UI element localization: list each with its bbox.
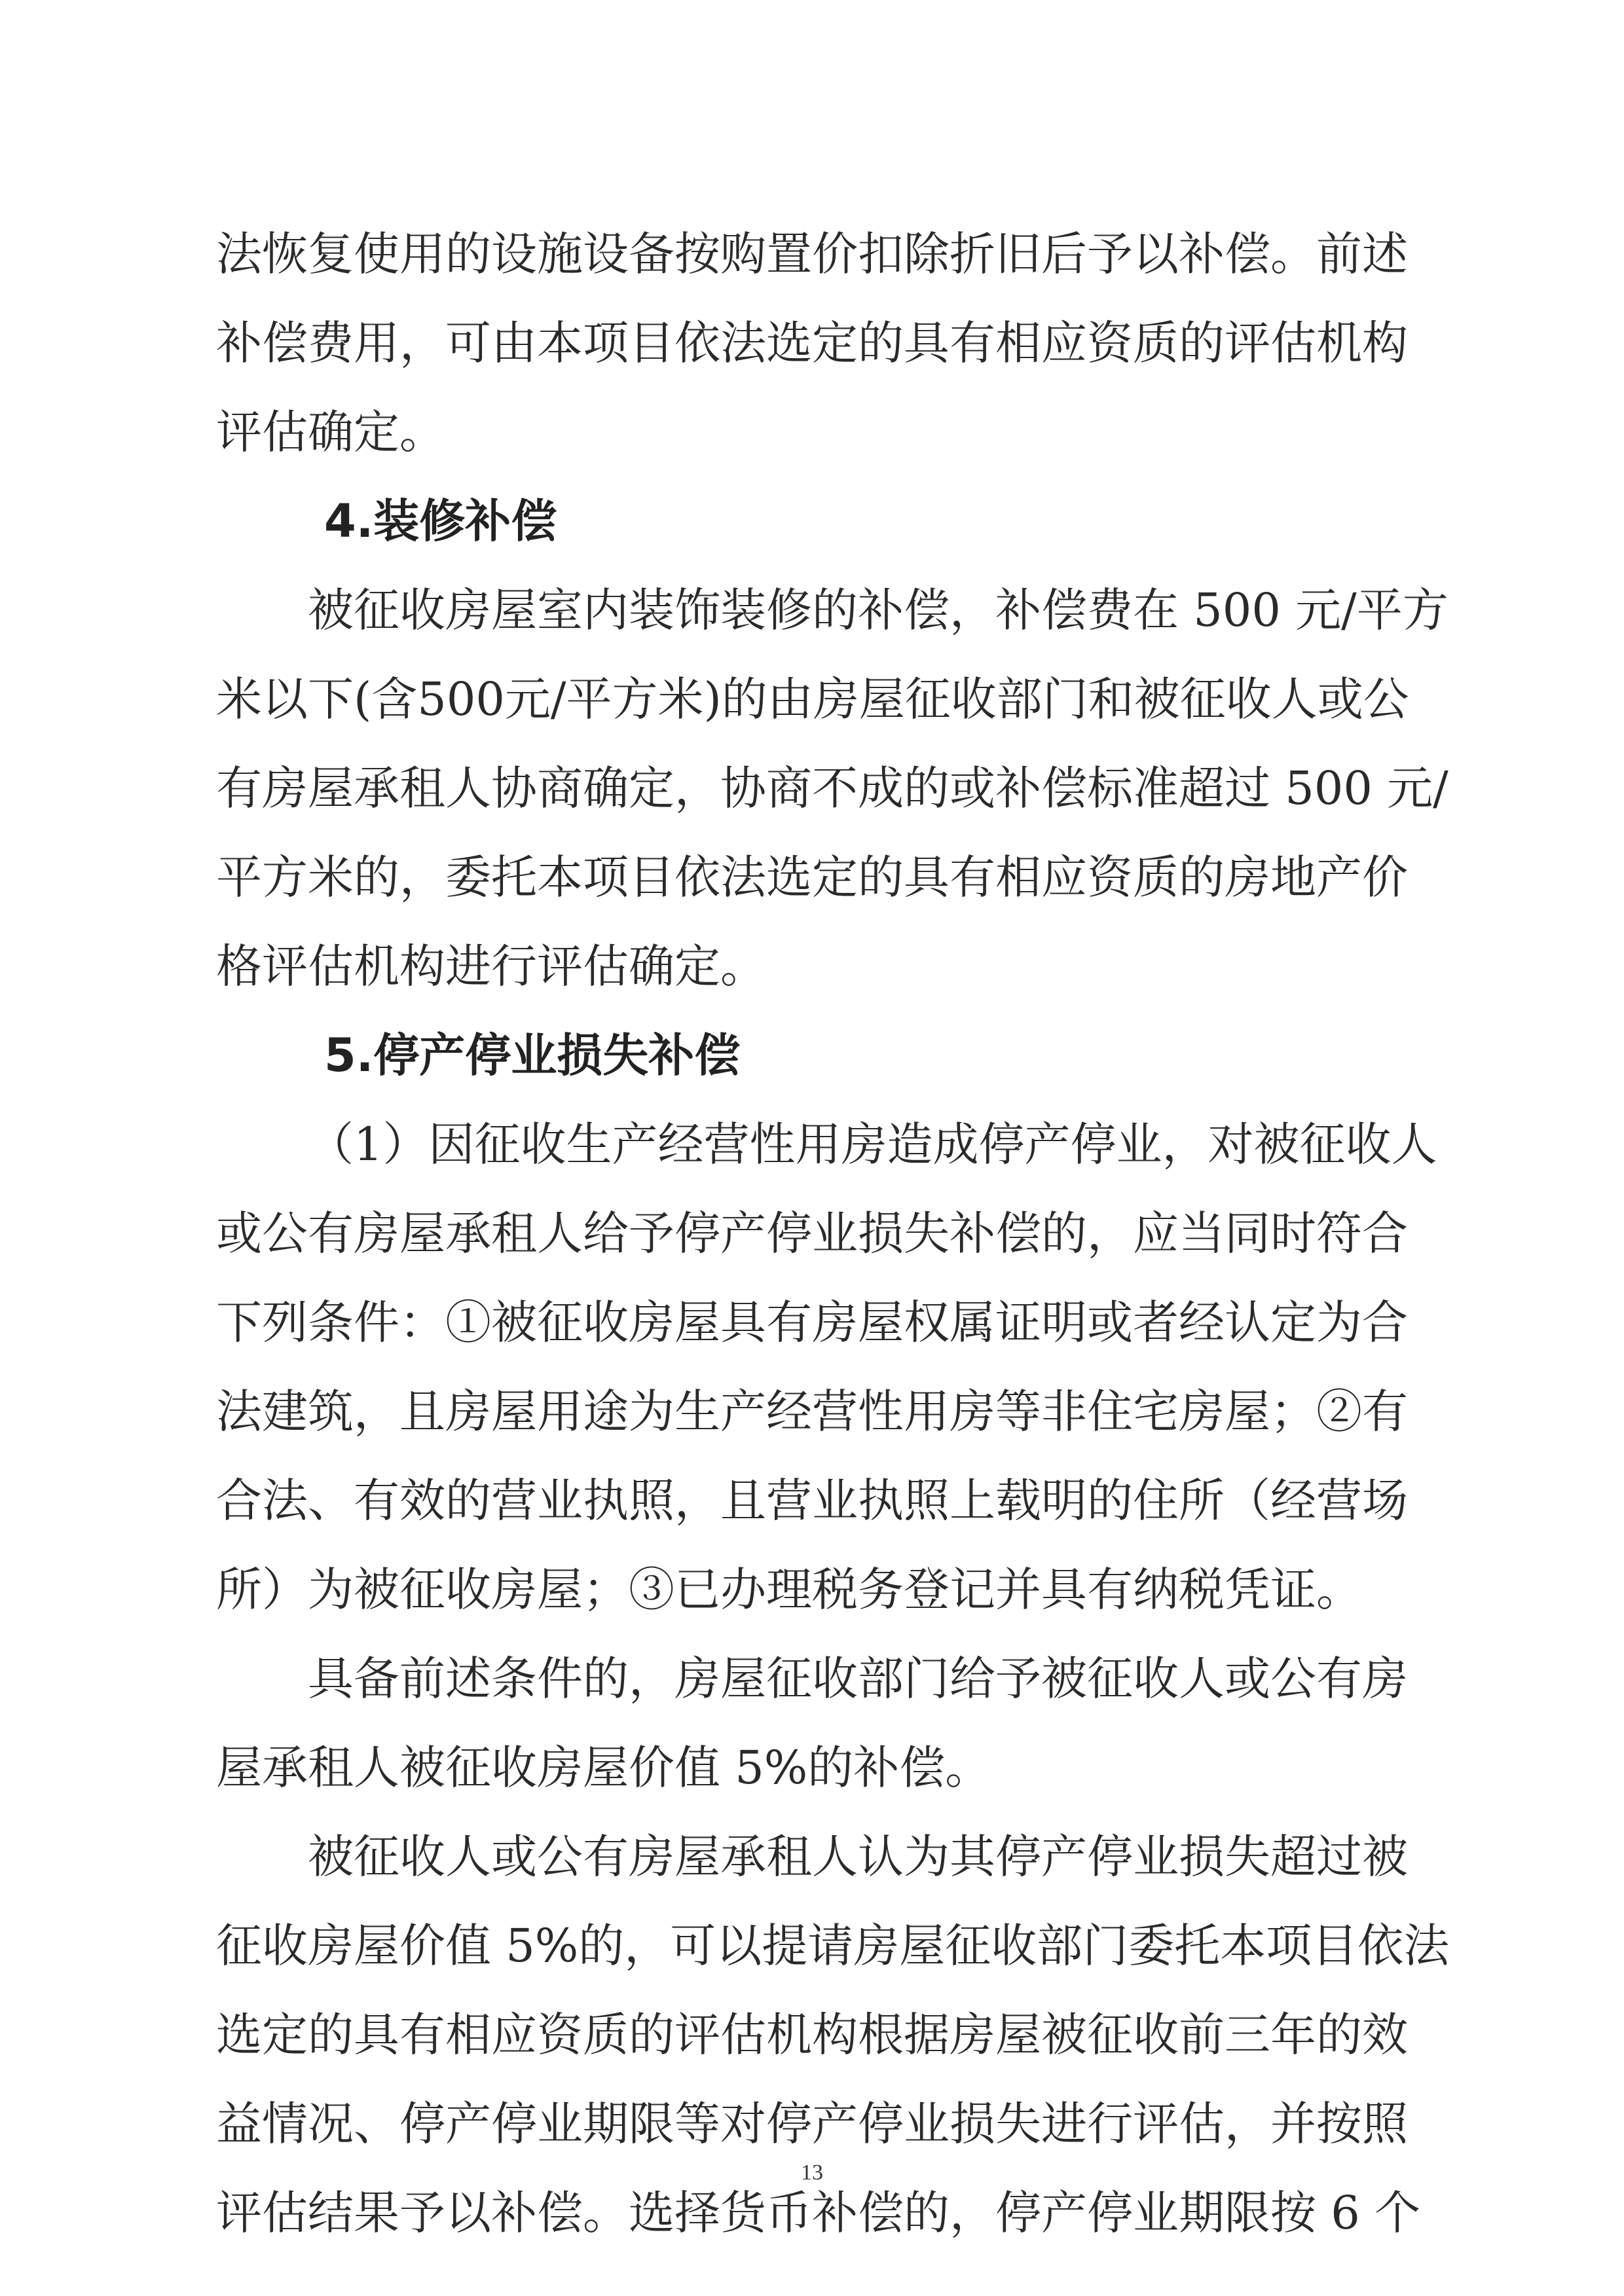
text-line: 所）为被征收房屋；③已办理税务登记并具有纳税凭证。 [216, 1563, 1362, 1616]
page-number: 13 [801, 2160, 823, 2185]
section-heading-business-loss-compensation: 5.停产停业损失补偿 [324, 1029, 741, 1082]
paragraph-first-line: 具备前述条件的，房屋征收部门给予被征收人或公有房 [308, 1652, 1408, 1705]
section-heading-decoration-compensation: 4.装修补偿 [324, 494, 557, 548]
text-line: 法建筑，且房屋用途为生产经营性用房等非住宅房屋；②有 [216, 1385, 1408, 1438]
text-line: 格评估机构进行评估确定。 [216, 939, 766, 993]
text-line: 法恢复使用的设施设备按购置价扣除折旧后予以补偿。前述 [216, 227, 1408, 281]
text-line: 或公有房屋承租人给予停产停业损失补偿的，应当同时符合 [216, 1207, 1408, 1260]
text-line: 平方米的，委托本项目依法选定的具有相应资质的房地产价 [216, 850, 1408, 904]
text-line: 有房屋承租人协商确定，协商不成的或补偿标准超过 500 元/ [216, 761, 1449, 815]
text-line: 米以下(含500元/平方米)的由房屋征收部门和被征收人或公 [216, 672, 1409, 726]
text-line: 合法、有效的营业执照，且营业执照上载明的住所（经营场 [216, 1474, 1408, 1527]
paragraph-first-line: 被征收人或公有房屋承租人认为其停产停业损失超过被 [308, 1830, 1408, 1884]
text-line: 益情况、停产停业期限等对停产停业损失进行评估，并按照 [216, 2097, 1408, 2151]
text-line: 评估结果予以补偿。选择货币补偿的，停产停业期限按 6 个 [216, 2186, 1421, 2240]
text-line: 选定的具有相应资质的评估机构根据房屋被征收前三年的效 [216, 2008, 1408, 2062]
text-line: 屋承租人被征收房屋价值 5%的补偿。 [216, 1741, 991, 1795]
paragraph-first-line: 被征收房屋室内装饰装修的补偿，补偿费在 500 元/平方 [308, 583, 1449, 637]
text-line: 下列条件：①被征收房屋具有房屋权属证明或者经认定为合 [216, 1296, 1408, 1349]
text-line: 补偿费用，可由本项目依法选定的具有相应资质的评估机构 [216, 316, 1408, 370]
body-text [216, 210, 1450, 2257]
text-line: 评估确定。 [216, 405, 445, 459]
text-line: 征收房屋价值 5%的，可以提请房屋征收部门委托本项目依法 [216, 1919, 1450, 1973]
paragraph-first-line: （1）因征收生产经营性用房造成停产停业，对被征收人 [308, 1118, 1437, 1171]
